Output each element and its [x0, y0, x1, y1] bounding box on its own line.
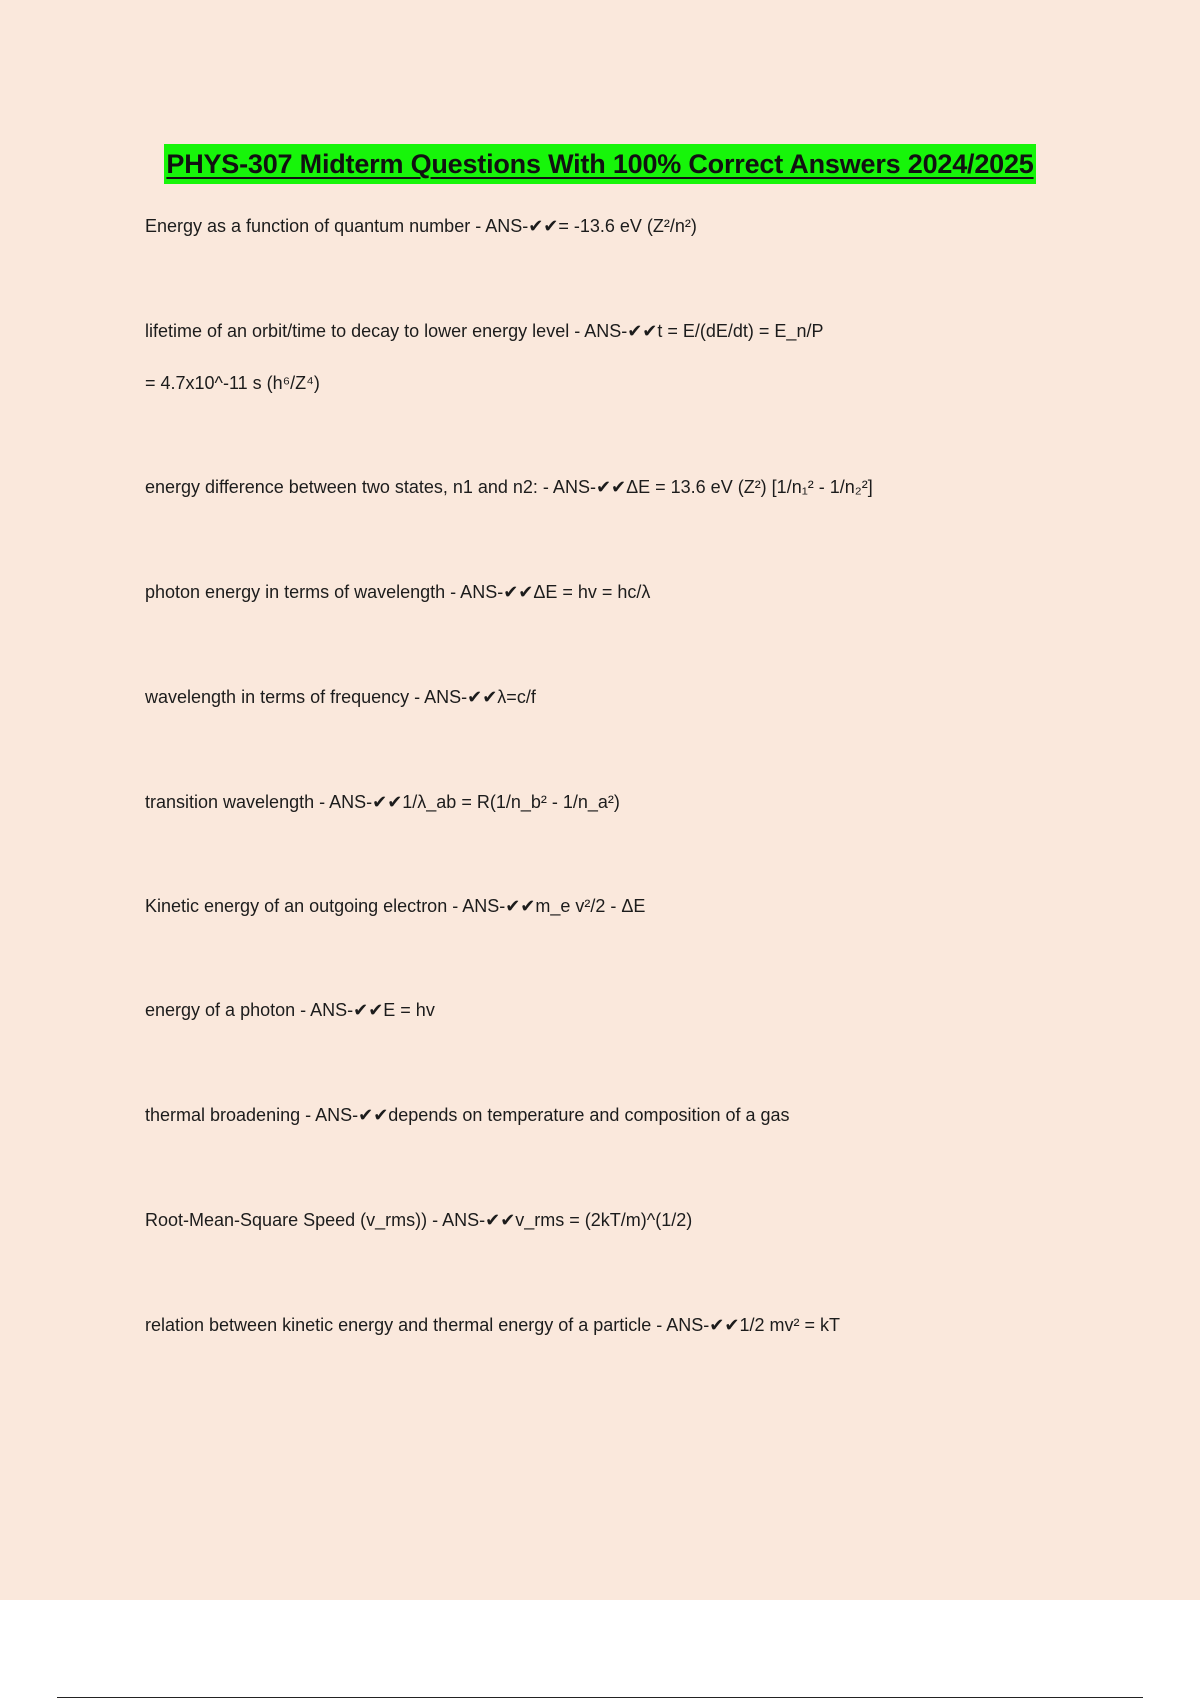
- qa-text: energy difference between two states, n1 and n2: - ANS-✔✔ΔE = 13.6 eV (Z²) [1/n₁² - 1/n₂²]: [145, 477, 873, 497]
- qa-item: [145, 684, 1145, 710]
- qa-text: transition wavelength - ANS-✔✔1/λ_ab = R(1/n_b² - 1/n_a²): [145, 792, 620, 812]
- qa-text: photon energy in terms of wavelength - ANS-✔✔ΔE = hv = hc/λ: [145, 582, 651, 602]
- qa-text: wavelength in terms of frequency - ANS-✔✔λ=c/f: [145, 687, 536, 707]
- qa-text: relation between kinetic energy and thermal energy of a particle - ANS-✔✔1/2 mv² = kT: [145, 1315, 840, 1335]
- qa-text: thermal broadening - ANS-✔✔depends on temperature and composition of a gas: [145, 1105, 790, 1125]
- qa-text: Energy as a function of quantum number - ANS-✔✔= -13.6 eV (Z²/n²): [145, 216, 697, 236]
- footer-divider: [57, 1697, 1143, 1698]
- document-title: PHYS-307 Midterm Questions With 100% Correct Answers 2024/2025: [164, 144, 1035, 184]
- qa-item: [145, 789, 1145, 815]
- qa-item: [145, 997, 1145, 1023]
- qa-text: lifetime of an orbit/time to decay to lower energy level - ANS-✔✔t = E/(dE/dt) = E_n/P: [145, 321, 824, 341]
- qa-item: [145, 1312, 1145, 1338]
- qa-item: [145, 474, 1145, 500]
- qa-item: [145, 1207, 1145, 1233]
- qa-item: [145, 318, 1145, 396]
- qa-item: [145, 893, 1145, 919]
- qa-item: [145, 579, 1145, 605]
- qa-text-continuation: = 4.7x10^-11 s (h⁶/Z⁴): [145, 373, 320, 393]
- qa-text: energy of a photon - ANS-✔✔E = hv: [145, 1000, 435, 1020]
- qa-text: Kinetic energy of an outgoing electron - ANS-✔✔m_e v²/2 - ΔE: [145, 896, 646, 916]
- qa-item: [145, 1102, 1145, 1128]
- qa-item: [145, 213, 1145, 239]
- qa-text: Root-Mean-Square Speed (v_rms)) - ANS-✔✔v_rms = (2kT/m)^(1/2): [145, 1210, 693, 1230]
- title-container: [0, 144, 1200, 184]
